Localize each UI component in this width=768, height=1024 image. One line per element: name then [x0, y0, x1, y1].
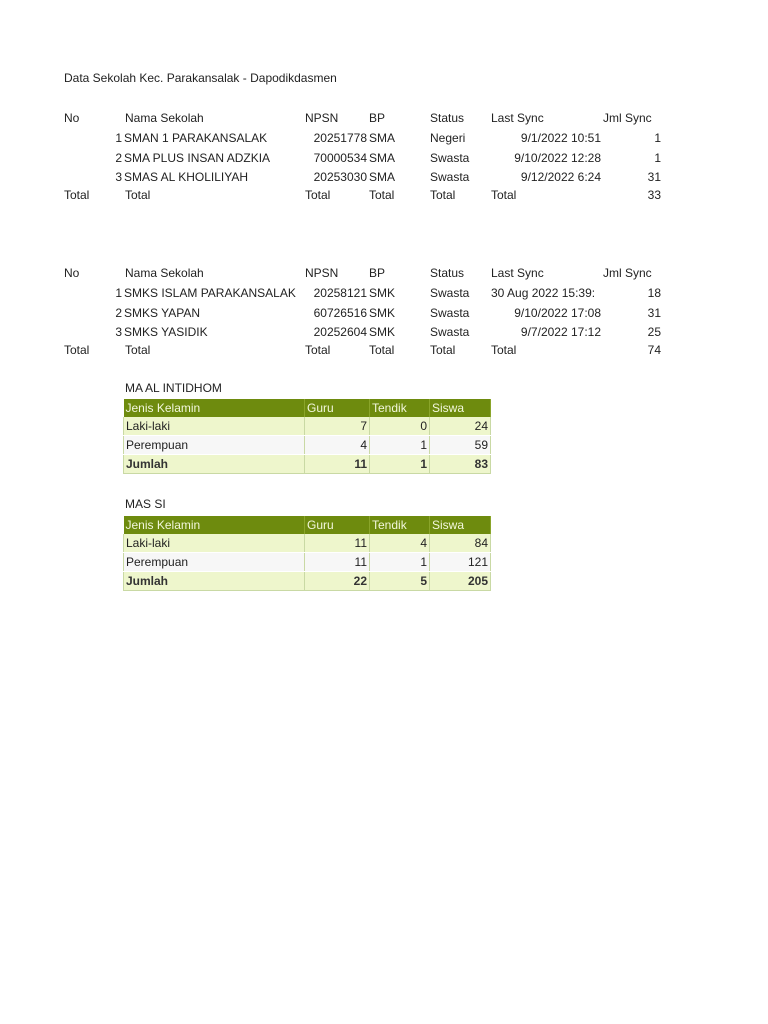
total-status: Total: [430, 343, 456, 357]
total-label: Jumlah: [124, 455, 305, 474]
header-no: No: [64, 111, 80, 125]
total-siswa: 205: [430, 572, 491, 591]
header-bp: BP: [369, 111, 386, 125]
table-row: [124, 553, 491, 572]
row-npsn: 20258121: [313, 286, 367, 300]
row-label: Perempuan: [124, 436, 305, 455]
row-nama-sekolah: SMKS YAPAN: [124, 306, 201, 320]
header-siswa: Siswa: [430, 399, 491, 417]
header-siswa: Siswa: [430, 516, 491, 534]
total-npsn: Total: [305, 188, 331, 202]
total-row: [124, 572, 491, 591]
row-jml-sync: 31: [647, 306, 661, 320]
header-jml-sync: Jml Sync: [603, 111, 652, 125]
row-nama-sekolah: SMA PLUS INSAN ADZKIA: [124, 151, 271, 165]
row-last-sync: 9/1/2022 10:51: [520, 131, 601, 145]
row-no: 1: [115, 131, 122, 145]
row-status: Swasta: [430, 170, 470, 184]
header-last-sync: Last Sync: [491, 111, 544, 125]
total-guru: 11: [305, 455, 370, 474]
row-label: Laki-laki: [124, 534, 305, 553]
row-npsn: 20251778: [313, 131, 367, 145]
row-npsn: 60726516: [313, 306, 367, 320]
mas-si-title: MAS SI: [125, 497, 166, 511]
row-bp: SMA: [369, 131, 396, 145]
table-row: [124, 534, 491, 553]
total-siswa: 83: [430, 455, 491, 474]
row-no: 2: [115, 306, 122, 320]
row-siswa: 59: [430, 436, 491, 455]
row-siswa: 84: [430, 534, 491, 553]
row-guru: 7: [305, 417, 370, 436]
row-last-sync: 9/10/2022 12:28: [514, 151, 601, 165]
row-no: 3: [115, 170, 122, 184]
header-npsn: NPSN: [305, 111, 339, 125]
table-header-row: [124, 516, 491, 534]
ma-intidhom-title: MA AL INTIDHOM: [125, 381, 222, 395]
row-guru: 11: [305, 553, 370, 572]
total-last-sync: Total: [491, 188, 517, 202]
row-last-sync: 9/12/2022 6:24: [520, 170, 601, 184]
row-tendik: 1: [370, 553, 430, 572]
row-jml-sync: 31: [647, 170, 661, 184]
header-nama-sekolah: Nama Sekolah: [125, 111, 204, 125]
row-npsn: 70000534: [313, 151, 367, 165]
header-tendik: Tendik: [370, 516, 430, 534]
table-row: [124, 417, 491, 436]
row-last-sync: 30 Aug 2022 15:39:: [491, 286, 596, 300]
total-jml-sync: 74: [647, 343, 661, 357]
total-guru: 22: [305, 572, 370, 591]
total-no: Total: [64, 343, 90, 357]
row-jml-sync: 1: [654, 151, 661, 165]
total-tendik: 5: [370, 572, 430, 591]
row-nama-sekolah: SMKS ISLAM PARAKANSALAK: [124, 286, 296, 300]
row-no: 3: [115, 325, 122, 339]
row-npsn: 20252604: [313, 325, 367, 339]
ma-intidhom-table: [123, 399, 491, 474]
row-status: Swasta: [430, 286, 470, 300]
row-label: Laki-laki: [124, 417, 305, 436]
row-bp: SMA: [369, 151, 396, 165]
header-no: No: [64, 266, 80, 280]
row-status: Swasta: [430, 306, 470, 320]
row-tendik: 4: [370, 534, 430, 553]
row-bp: SMA: [369, 170, 396, 184]
row-npsn: 20253030: [313, 170, 367, 184]
row-no: 2: [115, 151, 122, 165]
total-bp: Total: [369, 343, 395, 357]
header-guru: Guru: [305, 516, 370, 534]
row-bp: SMK: [369, 325, 396, 339]
total-tendik: 1: [370, 455, 430, 474]
row-jml-sync: 18: [647, 286, 661, 300]
total-last-sync: Total: [491, 343, 517, 357]
table-row: [124, 436, 491, 455]
row-nama-sekolah: SMKS YASIDIK: [124, 325, 208, 339]
total-npsn: Total: [305, 343, 331, 357]
header-status: Status: [430, 111, 465, 125]
row-status: Swasta: [430, 325, 470, 339]
header-npsn: NPSN: [305, 266, 339, 280]
header-jenis-kelamin: Jenis Kelamin: [124, 399, 305, 417]
total-jml-sync: 33: [647, 188, 661, 202]
header-jenis-kelamin: Jenis Kelamin: [124, 516, 305, 534]
row-nama-sekolah: SMAS AL KHOLILIYAH: [124, 170, 249, 184]
total-nama: Total: [125, 343, 151, 357]
header-last-sync: Last Sync: [491, 266, 544, 280]
header-bp: BP: [369, 266, 386, 280]
row-status: Swasta: [430, 151, 470, 165]
row-guru: 11: [305, 534, 370, 553]
row-siswa: 24: [430, 417, 491, 436]
header-jml-sync: Jml Sync: [603, 266, 652, 280]
total-status: Total: [430, 188, 456, 202]
row-tendik: 0: [370, 417, 430, 436]
mas-si-table: [123, 516, 491, 591]
row-siswa: 121: [430, 553, 491, 572]
header-status: Status: [430, 266, 465, 280]
row-jml-sync: 1: [654, 131, 661, 145]
table-header-row: [124, 399, 491, 417]
row-no: 1: [115, 286, 122, 300]
row-label: Perempuan: [124, 553, 305, 572]
total-nama: Total: [125, 188, 151, 202]
total-no: Total: [64, 188, 90, 202]
row-tendik: 1: [370, 436, 430, 455]
row-bp: SMK: [369, 306, 396, 320]
row-bp: SMK: [369, 286, 396, 300]
row-nama-sekolah: SMAN 1 PARAKANSALAK: [124, 131, 268, 145]
row-guru: 4: [305, 436, 370, 455]
row-last-sync: 9/7/2022 17:12: [520, 325, 601, 339]
row-last-sync: 9/10/2022 17:08: [514, 306, 601, 320]
row-status: Negeri: [430, 131, 466, 145]
page-title: Data Sekolah Kec. Parakansalak - Dapodikdasmen: [64, 71, 337, 85]
header-nama-sekolah: Nama Sekolah: [125, 266, 204, 280]
total-label: Jumlah: [124, 572, 305, 591]
header-guru: Guru: [305, 399, 370, 417]
header-tendik: Tendik: [370, 399, 430, 417]
total-bp: Total: [369, 188, 395, 202]
total-row: [124, 455, 491, 474]
row-jml-sync: 25: [647, 325, 661, 339]
